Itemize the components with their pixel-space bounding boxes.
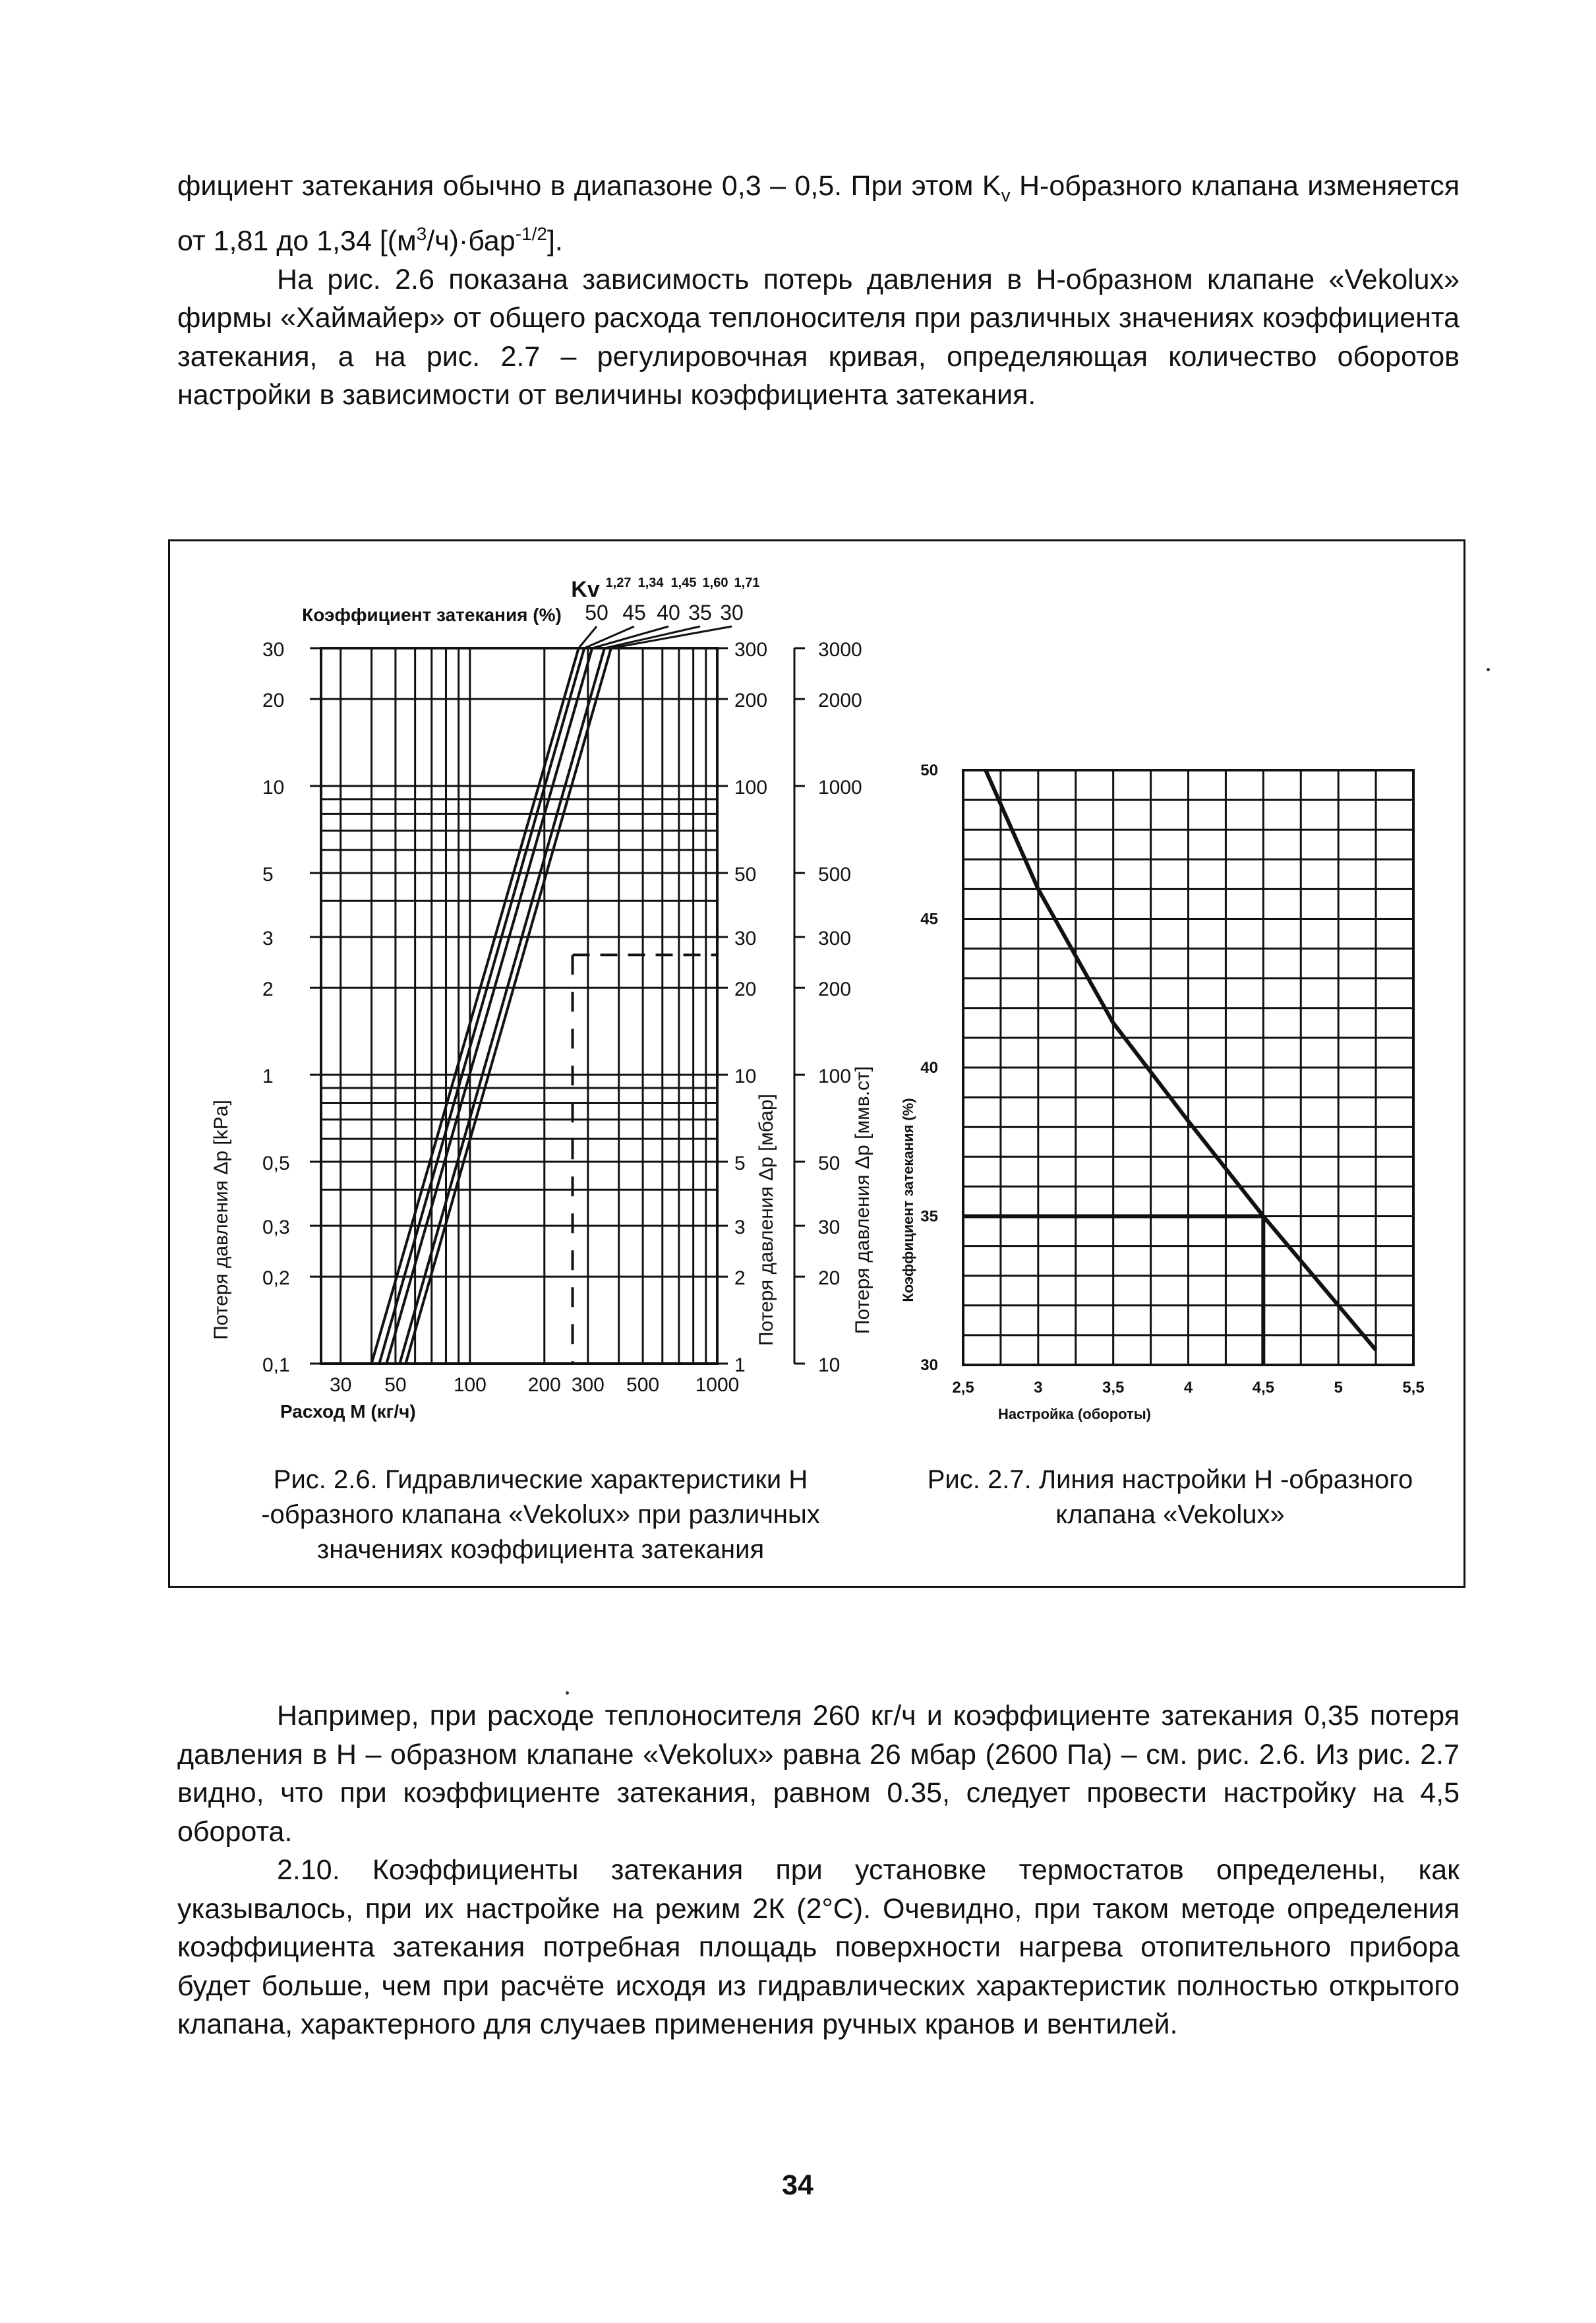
scan-speck: [1487, 668, 1490, 671]
y-axis-label-mmwc: Потеря давления Δp [ммв.ст]: [852, 1066, 873, 1335]
y-tick-label-kpa: 0,5: [262, 1152, 290, 1174]
outro-text: [177, 1697, 1460, 2044]
series-line-40: [386, 648, 592, 1364]
intro-paragraph-1: фициент затекания обычно в диапазоне 0,3 – 0,5. При этом $K_v$ Н-образного клапана изменяется от 1,81 до 1,34 $[(м^3/ч)\cdot бар^{-1/2}]$.: [177, 170, 1460, 257]
y-tick-label-kpa: 0,2: [262, 1267, 290, 1290]
y-tick-label-mmwc: 1000: [818, 776, 862, 799]
setting-line: [986, 770, 1376, 1350]
outro-paragraph-2: 2.10. Коэффициенты затекания при установке термостатов определены, как указывалось, при их настройке на режим 2К (2°С). Очевидно, при таком методе определения коэффициента затекания потребная площадь поверхности нагрева отопительного прибора будет больше, чем при расчёте исходя из гидравлических характеристик полностью открытого клапана, характерного для случаев применения ручных кранов и вентилей.: [177, 1854, 1460, 2040]
y-tick-label-mmwc: 300: [818, 928, 852, 950]
y-tick-label-mmwc: 200: [818, 979, 852, 1001]
y-tick-label: 45: [920, 910, 938, 928]
y-tick-label-mmwc: 500: [818, 863, 852, 886]
x-axis-label: Настройка (обороты): [998, 1406, 1151, 1422]
y-tick-label-mmwc: 2000: [818, 690, 862, 712]
y-tick-label-mbar: 10: [734, 1065, 757, 1087]
kv-value-label: 1,27: [605, 576, 632, 590]
y-tick-label-mmwc: 3000: [818, 639, 862, 661]
y-tick-label-mmwc: 50: [818, 1152, 841, 1174]
y-tick-label-mbar: 5: [734, 1152, 746, 1174]
intro-paragraph-2: На рис. 2.6 показана зависимость потерь давления в Н-образном клапане «Vekolux» фирмы «Хаймайер» от общего расхода теплоносителя при различных значениях коэффициента затекания, а на рис. 2.7 – регулировочная кривая, определяющая количество оборотов настройки в зависимости от величины коэффициента затекания.: [177, 263, 1460, 411]
x-tick-label: 2,5: [952, 1379, 974, 1397]
x-tick-label: 200: [527, 1374, 561, 1396]
leader-line-35: [605, 626, 700, 648]
kv-label: Kv: [571, 577, 600, 602]
y-tick-label-mmwc: 100: [818, 1065, 852, 1087]
y-tick-label-kpa: 5: [262, 863, 274, 886]
y-tick-label-kpa: 3: [262, 928, 274, 950]
y-tick-label-mbar: 50: [734, 863, 757, 886]
x-tick-label: 500: [626, 1374, 660, 1396]
x-tick-label: 50: [384, 1374, 407, 1396]
y-tick-label-kpa: 0,1: [262, 1354, 290, 1376]
y-axis-label-mbar: Потеря давления Δp [мбар]: [755, 1093, 777, 1346]
chart1-grid: [321, 648, 717, 1364]
y-tick-label-mbar: 30: [734, 928, 757, 950]
y-tick-label-kpa: 1: [262, 1065, 274, 1087]
x-tick-label: 3,5: [1102, 1379, 1125, 1397]
caption-fig-2-7: Рис. 2.7. Линия настройки Н -образного клапана «Vekolux»: [927, 1465, 1413, 1529]
x-tick-label: 4: [1183, 1379, 1193, 1397]
y-tick-label: 35: [920, 1207, 938, 1226]
leak-value-label: 50: [585, 601, 608, 624]
kv-value-label: 1,71: [734, 576, 760, 590]
leak-value-label: 35: [688, 601, 712, 624]
x-tick-label: 3: [1034, 1379, 1043, 1397]
y-tick-label-mbar: 200: [734, 690, 768, 712]
page-number: 34: [782, 2169, 813, 2201]
y-tick-label: 30: [920, 1356, 938, 1374]
y-tick-label-mbar: 300: [734, 639, 768, 661]
chart1-plot-frame: [321, 648, 717, 1364]
y-tick-label-kpa: 0,3: [262, 1217, 290, 1239]
series-line-50: [372, 648, 579, 1364]
y-tick-label-kpa: 30: [262, 639, 285, 661]
y-tick-label-mbar: 20: [734, 979, 757, 1001]
leak-coefficient-label: Коэффициент затекания (%): [302, 605, 562, 625]
kv-value-label: 1,34: [637, 576, 664, 590]
y-tick-label-mmwc: 10: [818, 1354, 841, 1376]
caption-fig-2-6: Рис. 2.6. Гидравлические характеристики Н -образного клапана «Vekolux» при различных значениях коэффициента затекания: [261, 1465, 820, 1564]
y-tick-label-mbar: 1: [734, 1354, 746, 1376]
x-tick-label: 4,5: [1252, 1379, 1275, 1397]
x-tick-label: 30: [330, 1374, 352, 1396]
y-tick-label: 50: [920, 762, 938, 779]
y-axis-label-kpa: Потеря давления Δp [kPa]: [210, 1100, 232, 1340]
leak-value-label: 40: [657, 601, 680, 624]
series-line-45: [379, 648, 584, 1364]
x-tick-label: 100: [453, 1374, 487, 1396]
y-axis-label: Коэффициент затекания (%): [900, 1098, 916, 1302]
y-tick-label-mbar: 100: [734, 776, 768, 799]
x-tick-label: 300: [571, 1374, 605, 1396]
leak-value-label: 45: [622, 601, 646, 624]
scan-speck: [566, 1691, 569, 1695]
leak-value-label: 30: [720, 601, 744, 624]
y-tick-label-mbar: 2: [734, 1267, 746, 1290]
y-tick-label-mmwc: 20: [818, 1267, 841, 1290]
x-axis-label: Расход М (кг/ч): [280, 1401, 416, 1422]
series-line-30: [405, 648, 610, 1364]
x-tick-label: 5: [1334, 1379, 1343, 1397]
y-tick-label-kpa: 2: [262, 979, 274, 1001]
chart-hydraulic-characteristics: [210, 576, 873, 1422]
y-tick-label-mbar: 3: [734, 1217, 746, 1239]
chart-setting-line: [900, 762, 1425, 1422]
kv-value-label: 1,60: [702, 576, 728, 590]
y-tick-label-kpa: 20: [262, 690, 285, 712]
kv-value-label: 1,45: [670, 576, 697, 590]
x-tick-label: 5,5: [1402, 1379, 1425, 1397]
y-tick-label-mmwc: 30: [818, 1217, 841, 1239]
x-tick-label: 1000: [695, 1374, 740, 1396]
chart2-grid: [963, 770, 1413, 1365]
outro-paragraph-1: Например, при расходе теплоносителя 260 кг/ч и коэффициенте затекания 0,35 потеря давления в Н – образном клапане «Vekolux» равна 26 мбар (2600 Па) – см. рис. 2.6. Из рис. 2.7 видно, что при коэффициенте затекания, равном 0.35, следует провести настройку на 4,5 оборота.: [177, 1700, 1460, 1848]
y-tick-label-kpa: 10: [262, 776, 285, 799]
y-tick-label: 40: [920, 1059, 938, 1077]
